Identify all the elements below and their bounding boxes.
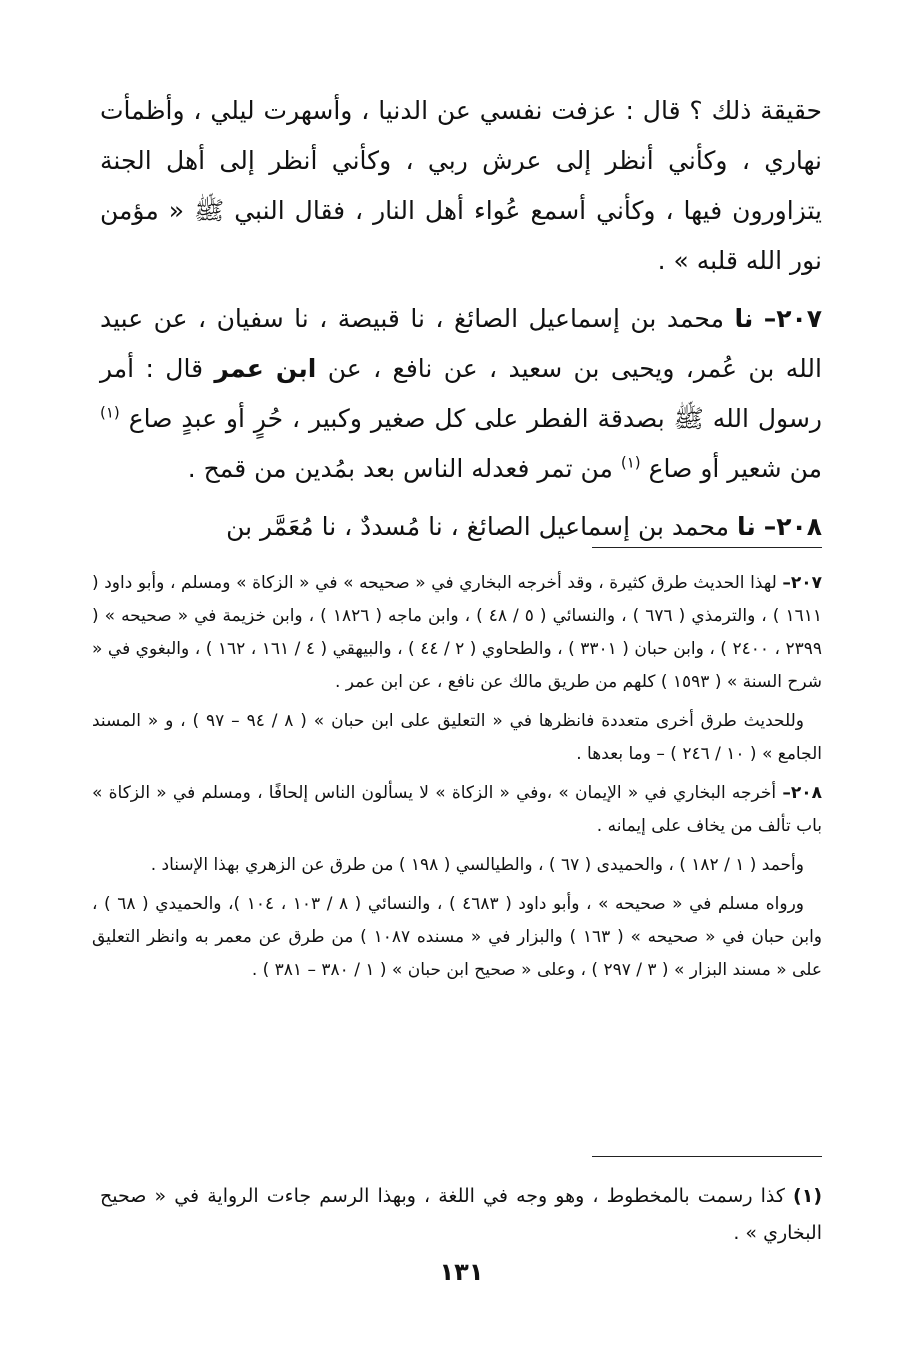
hadith-text: من تمر فعدله الناس بعد بمُدين من قمح . [187, 454, 613, 483]
note-number: ٢٠٨– [782, 783, 823, 803]
main-text [100, 86, 822, 552]
note-number: ٢٠٧– [782, 573, 822, 593]
hadith-text: محمد بن إسماعيل الصائغ ، نا قبيصة ، نا سفيان ، عن عبيد الله بن عُمر، ويحيى بن سعيد ، عن نافع ، عن [100, 304, 822, 383]
note-text: وللحديث طرق أخرى متعددة فانظرها في « التعليق على ابن حبان » ( ٨ / ٩٤ – ٩٧ ) ، و « المسند الجامع » ( ١٠ / ٢٤٦ ) – وما بعدها . [92, 711, 822, 764]
note-text: ورواه مسلم في « صحيحه » ، وأبو داود ( ٤٦٨٣ ) ، والنسائي ( ٨ / ١٠٣ ، ١٠٤ )، والحميدي ( ٦٨ ) ، وابن حبان في « صحيحه » ( ١٦٣ ) والبزار في « مسنده ١٠٨٧ ) من طرق عن معمر به وانظر التعليق على « مسند البزار » ( ٣ / ٢٩٧ ) ، وعلى « صحيح ابن حبان » ( ١ / ٣٨٠ – ٣٨١ ) . [92, 894, 823, 980]
note-208-extra [92, 849, 822, 882]
narration-lead: نا [736, 512, 756, 541]
note-207 [92, 567, 822, 699]
footnote-ref: (١) [620, 453, 641, 472]
footnote-number: (١) [793, 1185, 823, 1207]
note-text: لهذا الحديث طرق كثيرة ، وقد أخرجه البخاري في « صحيحه » في « الزكاة » ومسلم ، وأبو داود ( ١٦١١ ) ، والترمذي ( ٦٧٦ ) ، والنسائي ( ٥ / ٤٨ ) ، وابن ماجه ( ١٨٢٦ ) ، وابن خزيمة في « صحيحه » ( ٢٣٩٩ ، ٢٤٠٠ ) ، وابن حبان ( ٣٣٠١ ) ، والطحاوي ( ٢ / ٤٤ ) ، والبيهقي ( ٤ / ١٦١ ، ١٦٢ ) ، والبغوي في « شرح السنة » ( ١٥٩٣ ) كلهم من طريق مالك عن نافع ، عن ابن عمر . [92, 573, 822, 692]
takhrij-notes [92, 567, 822, 993]
continuation-paragraph [100, 86, 822, 286]
hadith-text: من شعير أو صاع [648, 454, 822, 483]
note-text: وأحمد ( ١ / ١٨٢ ) ، والحميدى ( ٦٧ ) ، والطيالسي ( ١٩٨ ) من طرق عن الزهري بهذا الإسناد . [150, 855, 804, 875]
page-number: ١٣١ [439, 1258, 484, 1286]
footnote-text: كذا رسمت بالمخطوط ، وهو وجه في اللغة ، وبهذا الرسم جاءت الرواية في « صحيح البخاري » . [100, 1185, 822, 1244]
footnote-ref: (١) [100, 403, 120, 422]
note-208 [92, 777, 822, 843]
hadith-208 [100, 502, 822, 552]
narration-lead: نا [734, 304, 754, 333]
footnote [100, 1178, 822, 1252]
note-207-extra [92, 705, 822, 771]
note-text: أخرجه البخاري في « الإيمان » ،وفي « الزكاة » لا يسألون الناس إلحافًا ، ومسلم في « الزكاة » باب تألف من يخاف على إيمانه . [92, 783, 822, 836]
hadith-207 [100, 294, 822, 494]
hadith-number: ٢٠٧– [763, 304, 822, 333]
hadith-text: محمد بن إسماعيل الصائغ ، نا مُسددٌ ، نا مُعَمَّر بن [226, 512, 730, 541]
paragraph-text: حقيقة ذلك ؟ قال : عزفت نفسي عن الدنيا ، وأسهرت ليلي ، وأظمأت نهاري ، وكأني أنظر إلى عرش ربي ، وكأني أنظر إلى أهل الجنة يتزاورون فيها ، وكأني أسمع عُواء أهل النار ، فقال النبي ﷺ « مؤمن نور الله قلبه » . [100, 96, 822, 275]
footnote-divider [592, 1156, 822, 1157]
hadith-number: ٢٠٨– [763, 512, 822, 541]
notes-divider [592, 547, 822, 548]
hadith-text: قال : أمر رسول الله ﷺ بصدقة الفطر على كل صغير وكبير ، حُرٍ أو عبدٍ صاع [100, 354, 822, 433]
companion-name: ابن عمر [214, 354, 317, 383]
note-208-extra [92, 888, 822, 987]
